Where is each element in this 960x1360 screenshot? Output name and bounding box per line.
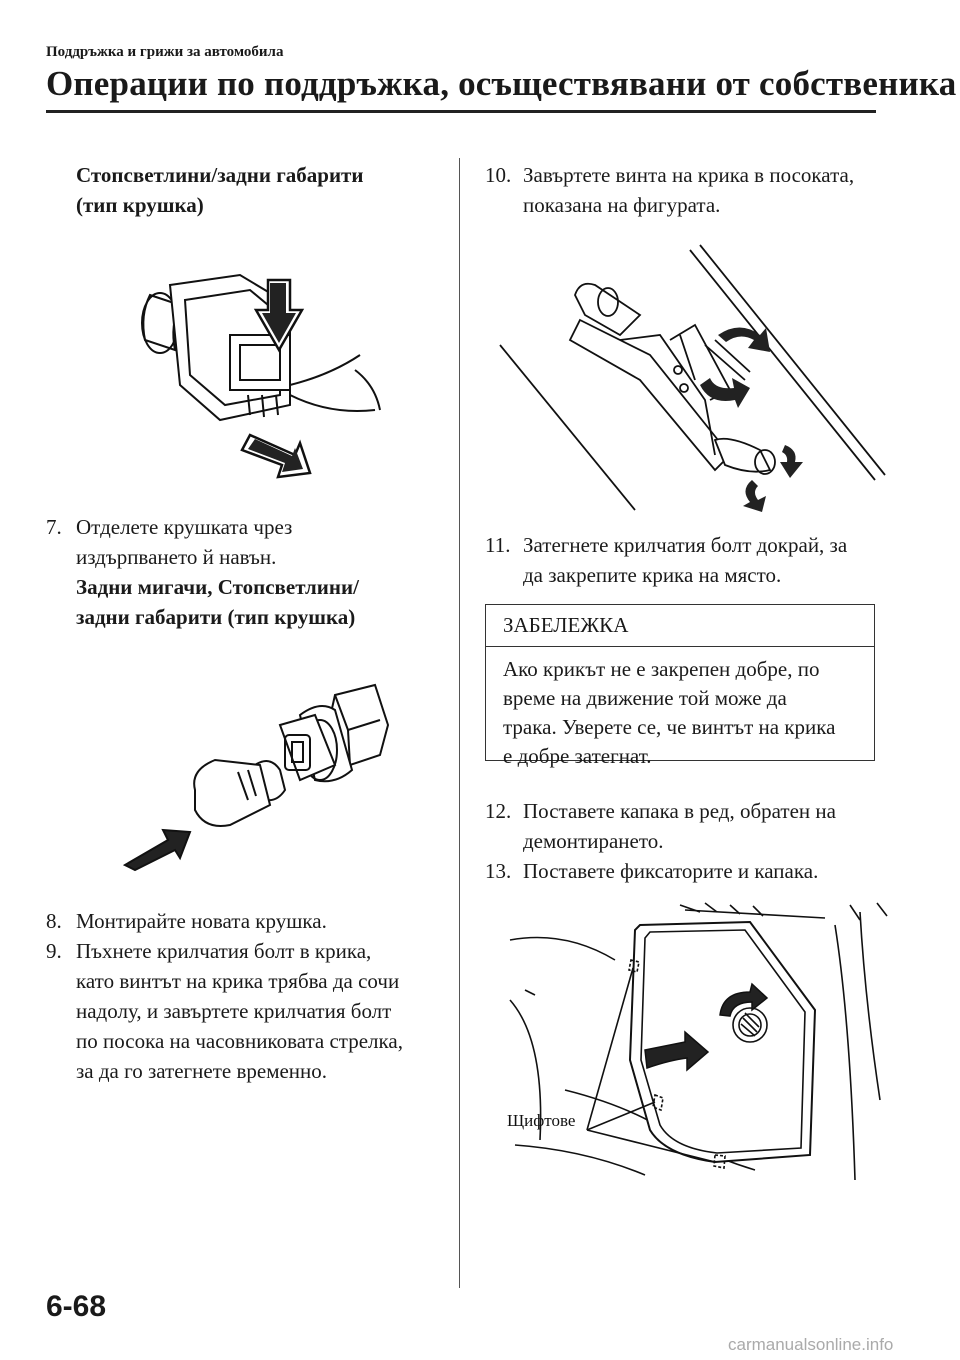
step-7-number: 7. — [46, 515, 62, 539]
step-9-number: 9. — [46, 939, 62, 963]
note-body — [503, 655, 835, 771]
page-number: 6-68 — [46, 1290, 107, 1323]
heading-rear-turn-2: задни габарити (тип крушка) — [76, 605, 356, 629]
step-8 — [46, 906, 327, 936]
note-line-2: време на движение той може да — [503, 686, 787, 710]
heading-rear-turn: Задни мигачи, Стопсветлини/ — [76, 575, 359, 599]
step-11-line-2: да закрепите крика на място. — [523, 563, 782, 587]
step-9 — [46, 936, 371, 966]
cover-installation-illustration — [505, 900, 890, 1190]
step-12 — [485, 796, 836, 826]
step-12-number: 12. — [485, 799, 512, 823]
page-title: Операции по поддръжка, осъществявани от собственика — [46, 64, 957, 103]
step-9-line-2: като винтът на крика трябва да сочи — [76, 969, 400, 993]
step-9-line-1: Пъхнете крилчатия болт в крика, — [76, 939, 372, 963]
note-line-1: Ако крикът не е закрепен добре, по — [503, 657, 820, 681]
note-box — [485, 604, 875, 768]
step-13-line-1: Поставете фиксаторите и капака. — [523, 859, 819, 883]
section-label: Поддръжка и грижи за автомобила — [46, 44, 284, 60]
note-title: ЗАБЕЛЕЖКА — [486, 605, 874, 647]
step-11-number: 11. — [485, 533, 511, 557]
step-8-line-1: Монтирайте новата крушка. — [76, 909, 327, 933]
jack-screw-illustration — [500, 240, 890, 520]
bulb-removal-illustration — [120, 680, 400, 875]
step-7-line-2: издърпването й навън. — [76, 545, 277, 569]
step-11 — [485, 530, 847, 560]
socket-removal-illustration — [130, 245, 390, 485]
note-line-3: трака. Уверете се, че винтът на крика — [503, 715, 836, 739]
pins-callout: Щифтове — [507, 1111, 576, 1130]
step-10-number: 10. — [485, 163, 512, 187]
note-line-4: е добре затегнат. — [503, 744, 652, 768]
step-9-line-5: за да го затегнете временно. — [76, 1059, 328, 1083]
step-9-line-3: надолу, и завъртете крилчатия болт — [76, 999, 392, 1023]
step-7 — [46, 512, 292, 542]
title-divider — [46, 110, 876, 113]
step-10-line-2: показана на фигурата. — [523, 193, 721, 217]
heading-stop-lamps: Стопсветлини/задни габарити — [76, 163, 364, 187]
watermark: carmanualsonline.info — [728, 1335, 894, 1354]
step-13-number: 13. — [485, 859, 512, 883]
column-divider — [459, 158, 460, 1288]
step-12-line-1: Поставете капака в ред, обратен на — [523, 799, 836, 823]
step-11-line-1: Затегнете крилчатия болт докрай, за — [523, 533, 848, 557]
step-9-line-4: по посока на часовниковата стрелка, — [76, 1029, 403, 1053]
step-13 — [485, 856, 818, 886]
heading-bulb-type: (тип крушка) — [76, 193, 204, 217]
step-12-line-2: демонтирането. — [523, 829, 664, 853]
step-10 — [485, 160, 854, 190]
step-8-number: 8. — [46, 909, 62, 933]
step-7-line-1: Отделете крушката чрез — [76, 515, 293, 539]
step-10-line-1: Завъртете винта на крика в посоката, — [523, 163, 855, 187]
